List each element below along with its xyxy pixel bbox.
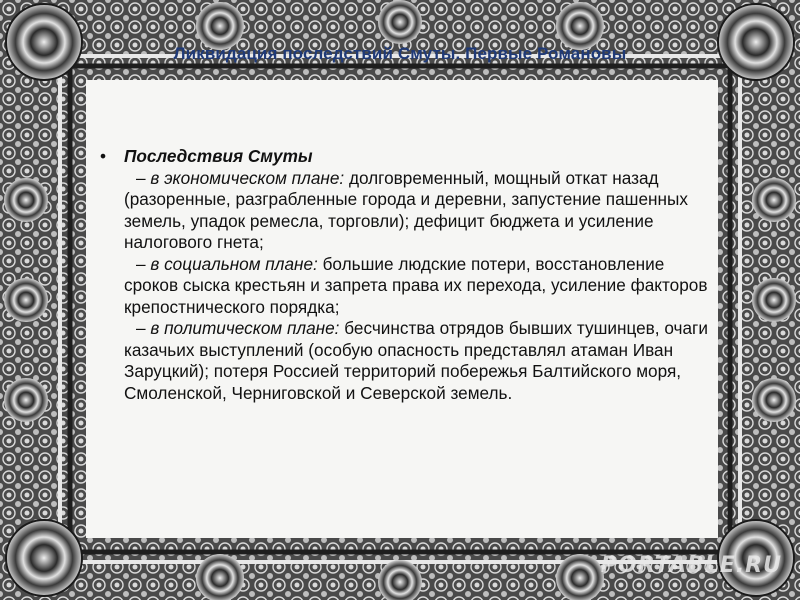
paragraph-text: бесчинства отрядов бывших тушинцев, очаги казачьих выступлений (особую опасность представлял атаман Иван Заруцкий); потеря Россией территорий побережья Балтийского моря, Смоленской, Черниговской и Северской земель. bbox=[124, 318, 708, 403]
slide-title: Ликвидация последствий Смуты. Первые Романовы bbox=[173, 44, 627, 63]
paragraph-label: в социальном плане: bbox=[150, 253, 318, 274]
bullet-marker: • bbox=[100, 146, 107, 166]
paragraph-text: большие людские потери, восстановление сроков сыска крестьян и запрета права их перехода, усиление факторов крепостнического порядка; bbox=[124, 253, 708, 317]
paragraph-economic bbox=[124, 168, 712, 254]
paragraph-text: долговременный, мощный откат назад (разоренные, разграбленные города и деревни, запустение пашенных земель, упадок ремесла, торговли); дефицит бюджета и усиление налогового гнета; bbox=[124, 167, 688, 252]
paragraph-dash: – bbox=[136, 318, 146, 338]
watermark: PORTABLE.RU bbox=[600, 553, 782, 578]
paragraph-dash: – bbox=[136, 253, 146, 274]
paragraph-label: в экономическом плане: bbox=[150, 167, 345, 188]
paragraph-label: в политическом плане: bbox=[150, 318, 340, 338]
slide-body bbox=[100, 146, 712, 404]
paragraph-social bbox=[124, 254, 712, 319]
paragraph-political bbox=[124, 318, 712, 404]
bullet-item bbox=[100, 146, 712, 404]
paragraph-dash: – bbox=[136, 167, 146, 188]
bullet-heading: Последствия Смуты bbox=[124, 146, 313, 166]
